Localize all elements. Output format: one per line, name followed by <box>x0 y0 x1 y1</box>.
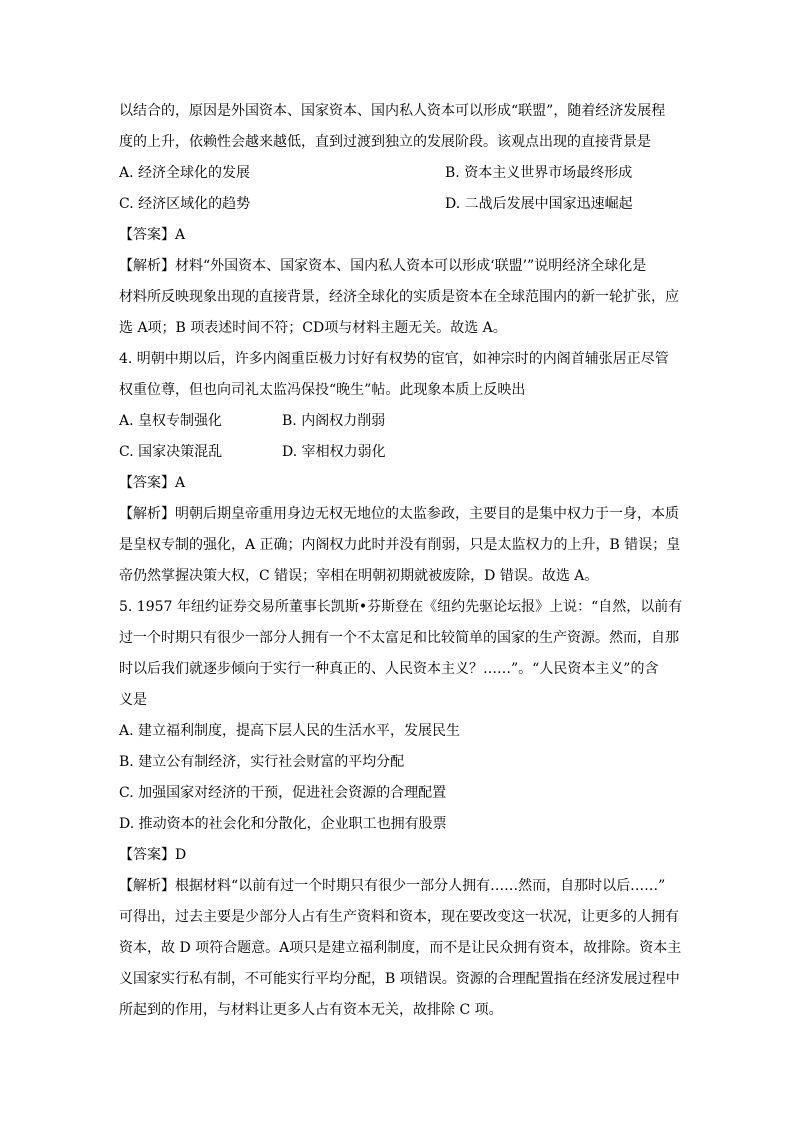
question-stem-line: 4. 明朝中期以后，许多内阁重臣极力讨好有权势的宦官，如神宗时的内阁首辅张居正尽管 <box>119 351 669 367</box>
option-a: A. 皇权专制强化 <box>119 413 223 429</box>
analysis-text: 根据材料“以前有过一个时期只有很少一部分人拥有……然而，自那时以后……” <box>175 878 666 894</box>
answer-tag: 【答案】 <box>119 475 175 491</box>
question-stem-line: 权重位尊，但也向司礼太监冯保投“晚生”帖。此现象本质上反映出 <box>119 382 526 398</box>
answer-tag: 【答案】 <box>119 847 175 863</box>
option-d: D. 宰相权力弱化 <box>282 444 386 460</box>
analysis-tag: 【解析】 <box>119 258 175 274</box>
option-a: A. 经济全球化的发展 <box>119 165 251 181</box>
analysis-tag: 【解析】 <box>119 506 175 522</box>
document-page <box>119 96 683 1026</box>
question-4 <box>119 344 679 592</box>
question-stem-line: 度的上升，依赖性会越来越低，直到过渡到独立的发展阶段。该观点出现的直接背景是 <box>119 134 651 150</box>
analysis-line: 资本，故 D 项符合题意。A项只是建立福利制度，而不是让民众拥有资本，故排除。资本主 <box>119 940 682 956</box>
analysis-line: 可得出，过去主要是少部分人占有生产资料和资本，现在要改变这一状况，让更多的人拥有 <box>119 909 679 925</box>
answer-tag: 【答案】 <box>119 227 175 243</box>
analysis-line: 帝仍然掌握决策大权，C 错误；宰相在明朝初期就被废除，D 错误。故选 A。 <box>119 568 599 584</box>
analysis-text: 明朝后期皇帝重用身边无权无地位的太监参政，主要目的是集中权力于一身，本质 <box>175 506 679 522</box>
analysis-line: 材料所反映现象出现的直接背景，经济全球化的实质是资本在全球范围内的新一轮扩张，应 <box>119 289 679 305</box>
option-b: B. 建立公有制经济，实行社会财富的平均分配 <box>119 754 405 770</box>
analysis-text: 材料“外国资本、国家资本、国内私人资本可以形成‘联盟’”说明经济全球化是 <box>175 258 647 274</box>
analysis-line: 是皇权专制的强化，A 正确；内阁权力此时并没有削弱，只是太监权力的上升，B 错误；皇 <box>119 537 681 553</box>
option-c: C. 国家决策混乱 <box>119 444 223 460</box>
options-row <box>119 437 679 468</box>
answer-line <box>119 840 679 871</box>
analysis-tag: 【解析】 <box>119 878 175 894</box>
option-b: B. 资本主义世界市场最终形成 <box>445 165 633 181</box>
options-row <box>119 189 679 220</box>
question-stem-line: 5. 1957 年纽约证券交易所董事长凯斯•芬斯登在《纽约先驱论坛报》上说：“自然，以前有 <box>119 599 683 615</box>
option-a: A. 建立福利制度，提高下层人民的生活水平，发展民生 <box>119 723 461 739</box>
answer-line <box>119 220 679 251</box>
analysis-line: 所起到的作用，与材料让更多人占有资本无关，故排除 C 项。 <box>119 1002 503 1018</box>
analysis-line: 选 A项；B 项表述时间不符；CD项与材料主题无关。故选 A。 <box>119 320 507 336</box>
answer-line <box>119 468 679 499</box>
analysis-line <box>119 871 679 902</box>
question-3 <box>119 96 679 344</box>
analysis-line <box>119 499 679 530</box>
question-stem-line: 过一个时期只有很少一部分人拥有一个不太富足和比较简单的国家的生产资源。然而，自那 <box>119 630 679 646</box>
option-b: B. 内阁权力削弱 <box>282 413 386 429</box>
answer-value: D <box>175 847 187 863</box>
option-c: C. 加强国家对经济的干预，促进社会资源的合理配置 <box>119 785 447 801</box>
analysis-line: 义国家实行私有制，不可能实行平均分配，B 项错误。资源的合理配置指在经济发展过程中 <box>119 971 680 987</box>
option-d: D. 推动资本的社会化和分散化，企业职工也拥有股票 <box>119 816 447 832</box>
question-stem-line: 时以后我们就逐步倾向于实行一种真正的、人民资本主义？……”。“人民资本主义”的含 <box>119 661 659 677</box>
answer-value: A <box>175 227 186 243</box>
question-stem-line: 义是 <box>119 692 147 708</box>
option-c: C. 经济区域化的趋势 <box>119 196 251 212</box>
options-row <box>119 158 679 189</box>
options-row <box>119 406 679 437</box>
option-d: D. 二战后发展中国家迅速崛起 <box>445 196 633 212</box>
question-5 <box>119 592 683 1026</box>
answer-value: A <box>175 475 186 491</box>
question-stem-line: 以结合的，原因是外国资本、国家资本、国内私人资本可以形成“联盟”，随着经济发展程 <box>119 103 666 119</box>
analysis-line <box>119 251 679 282</box>
